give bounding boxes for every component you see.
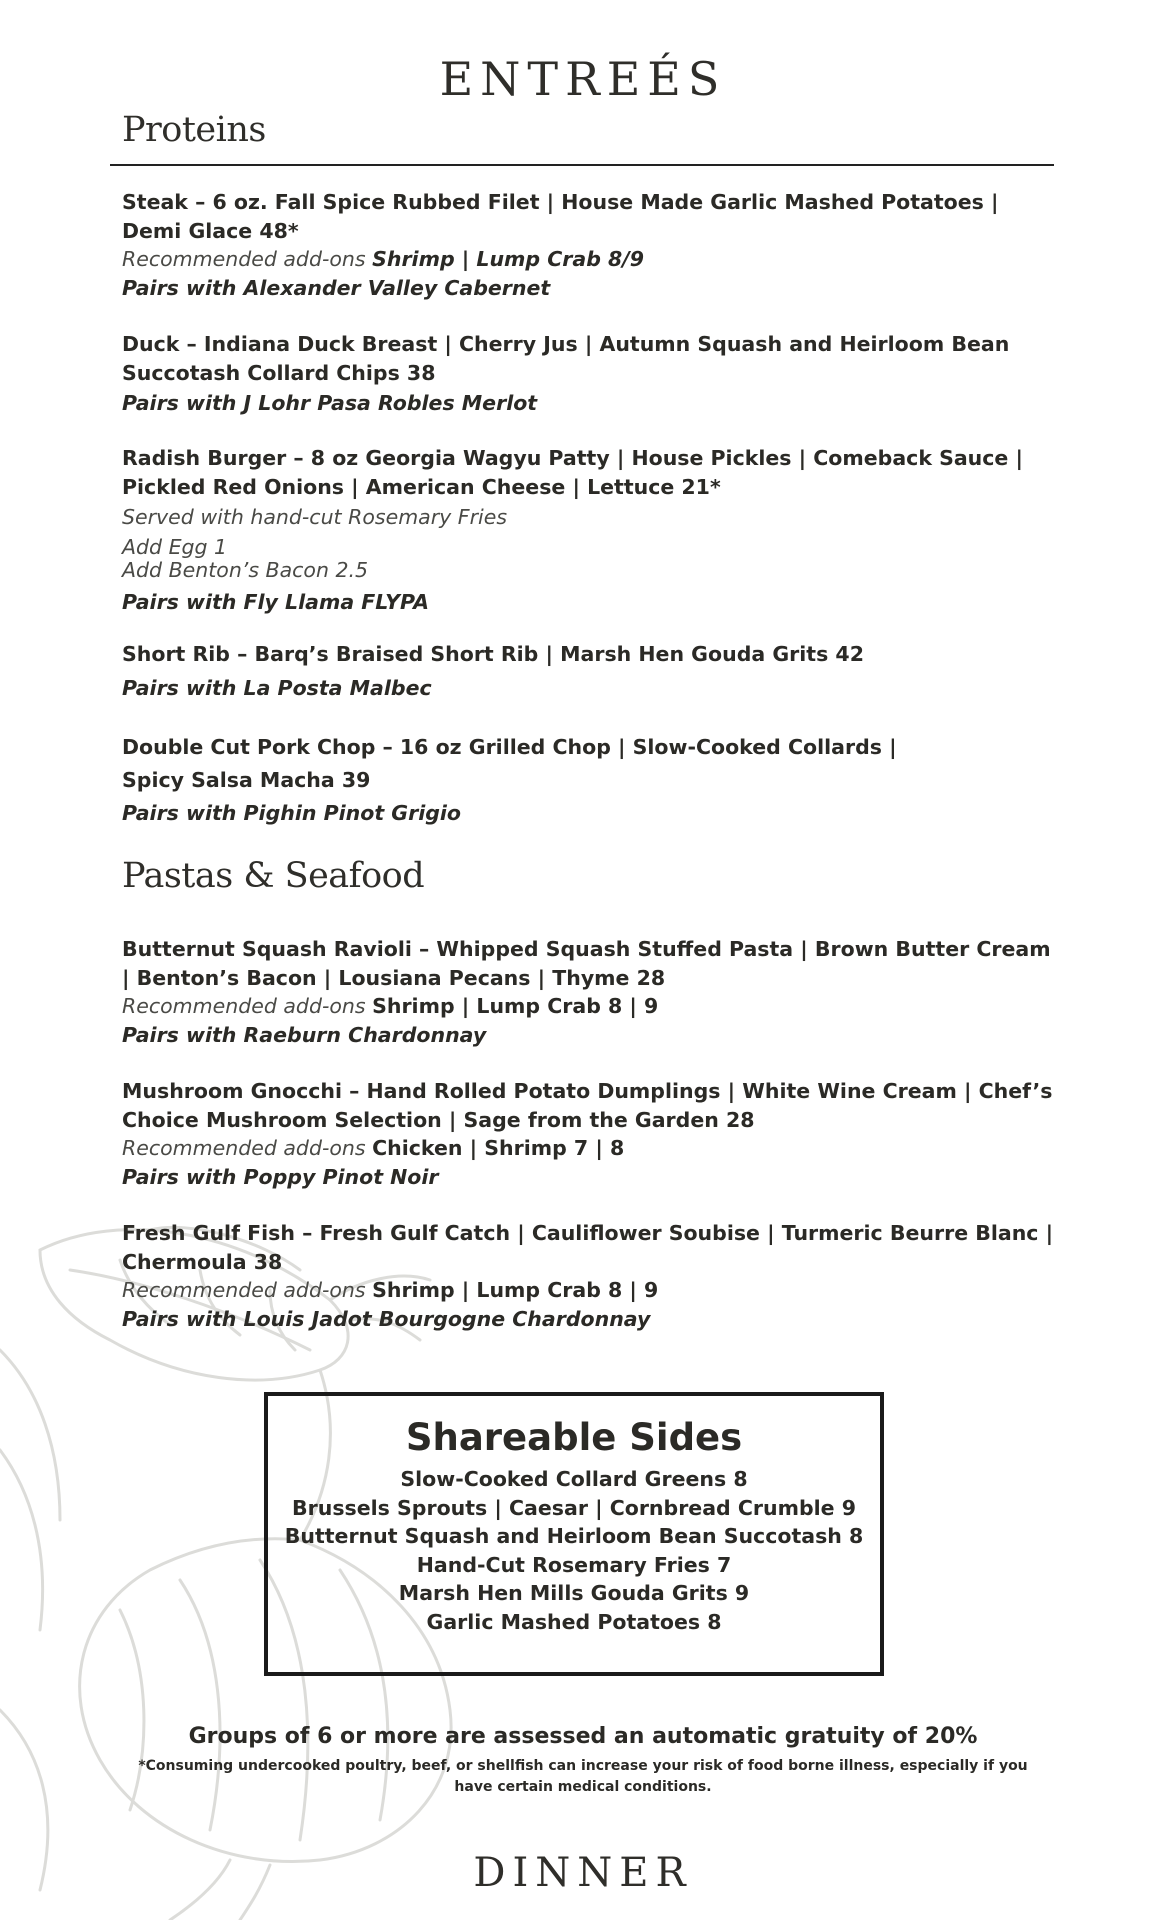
add-bacon-option: Add Benton’s Bacon 2.5 — [122, 557, 369, 582]
menu-item-pork-chop — [122, 731, 1062, 830]
wine-pairing: Pairs with Fly Llama FLYPA — [122, 589, 430, 614]
menu-item-gulf-fish — [122, 1219, 1062, 1333]
addon-options: Shrimp | Lump Crab 8 | 9 — [372, 994, 659, 1018]
section-divider — [110, 164, 1054, 166]
sides-list — [268, 1465, 880, 1636]
item-description: Radish Burger – 8 oz Georgia Wagyu Patty | House Pickles | Comeback Sauce | Pickled Red Onions | American Cheese | Lettuce 21* — [122, 446, 1023, 499]
sides-title: Shareable Sides — [405, 1416, 743, 1459]
add-egg-option: Add Egg 1 — [122, 534, 228, 559]
menu-title: ENTREÉS — [439, 52, 727, 106]
item-description: Short Rib – Barq’s Braised Short Rib | Marsh Hen Gouda Grits 42 — [122, 642, 864, 666]
item-description: Fresh Gulf Fish – Fresh Gulf Catch | Cauliflower Soubise | Turmeric Beurre Blanc | Chermoula 38 — [122, 1221, 1054, 1274]
addon-options: Shrimp | Lump Crab 8 | 9 — [372, 1278, 659, 1302]
addon-label: Recommended add-ons — [122, 1136, 373, 1160]
menu-footer-title: DINNER — [473, 1850, 693, 1896]
addon-label: Recommended add-ons — [122, 994, 373, 1018]
side-item: Marsh Hen Mills Gouda Grits 9 — [398, 1581, 750, 1605]
wine-pairing: Pairs with Louis Jadot Bourgogne Chardonnay — [122, 1306, 651, 1331]
addon-options: Chicken | Shrimp 7 | 8 — [372, 1136, 625, 1160]
item-description: Double Cut Pork Chop – 16 oz Grilled Chop | Slow-Cooked Collards | Spicy Salsa Macha 39 — [122, 735, 897, 792]
served-with-note: Served with hand-cut Rosemary Fries — [122, 505, 508, 529]
addon-label: Recommended add-ons — [122, 247, 373, 271]
menu-item-ravioli — [122, 935, 1062, 1049]
wine-pairing: Pairs with Pighin Pinot Grigio — [122, 801, 462, 825]
menu-item-gnocchi — [122, 1077, 1062, 1191]
side-item: Butternut Squash and Heirloom Bean Succotash 8 — [284, 1524, 864, 1548]
item-description: Butternut Squash Ravioli – Whipped Squash Stuffed Pasta | Brown Butter Cream | Benton’s Bacon | Lousiana Pecans | Thyme 28 — [122, 937, 1051, 990]
wine-pairing: Pairs with Poppy Pinot Noir — [122, 1164, 439, 1189]
item-description: Steak – 6 oz. Fall Spice Rubbed Filet | House Made Garlic Mashed Potatoes | Demi Glace 48* — [122, 190, 999, 243]
addon-options: Shrimp | Lump Crab 8/9 — [372, 247, 645, 271]
item-description: Mushroom Gnocchi – Hand Rolled Potato Dumplings | White Wine Cream | Chef’s Choice Mushroom Selection | Sage from the Garden 28 — [122, 1079, 1053, 1132]
menu-item-duck — [122, 330, 1062, 418]
wine-pairing: Pairs with Alexander Valley Cabernet — [122, 275, 551, 300]
item-description: Duck – Indiana Duck Breast | Cherry Jus | Autumn Squash and Heirloom Bean Succotash Collard Chips 38 — [122, 332, 1010, 385]
menu-item-steak — [122, 188, 1062, 302]
wine-pairing: Pairs with La Posta Malbec — [122, 675, 432, 700]
side-item: Garlic Mashed Potatoes 8 — [426, 1609, 722, 1634]
wine-pairing: Pairs with Raeburn Chardonnay — [122, 1022, 487, 1047]
section-heading-pastas: Pastas & Seafood — [122, 856, 425, 896]
shareable-sides-box — [264, 1392, 884, 1676]
section-heading-proteins: Proteins — [122, 110, 266, 150]
wine-pairing: Pairs with J Lohr Pasa Robles Merlot — [122, 391, 538, 415]
addon-label: Recommended add-ons — [122, 1278, 373, 1302]
side-item: Slow-Cooked Collard Greens 8 — [400, 1467, 748, 1491]
side-item: Brussels Sprouts | Caesar | Cornbread Crumble 9 — [292, 1495, 856, 1520]
menu-item-radish-burger — [122, 444, 1062, 616]
side-item: Hand-Cut Rosemary Fries 7 — [416, 1552, 732, 1577]
menu-item-short-rib — [122, 640, 1062, 702]
gratuity-notice: Groups of 6 or more are assessed an automatic gratuity of 20% — [188, 1724, 978, 1749]
food-safety-disclaimer: *Consuming undercooked poultry, beef, or shellfish can increase your risk of food borne illness, especially if you have certain medical conditions. — [138, 1758, 1028, 1795]
